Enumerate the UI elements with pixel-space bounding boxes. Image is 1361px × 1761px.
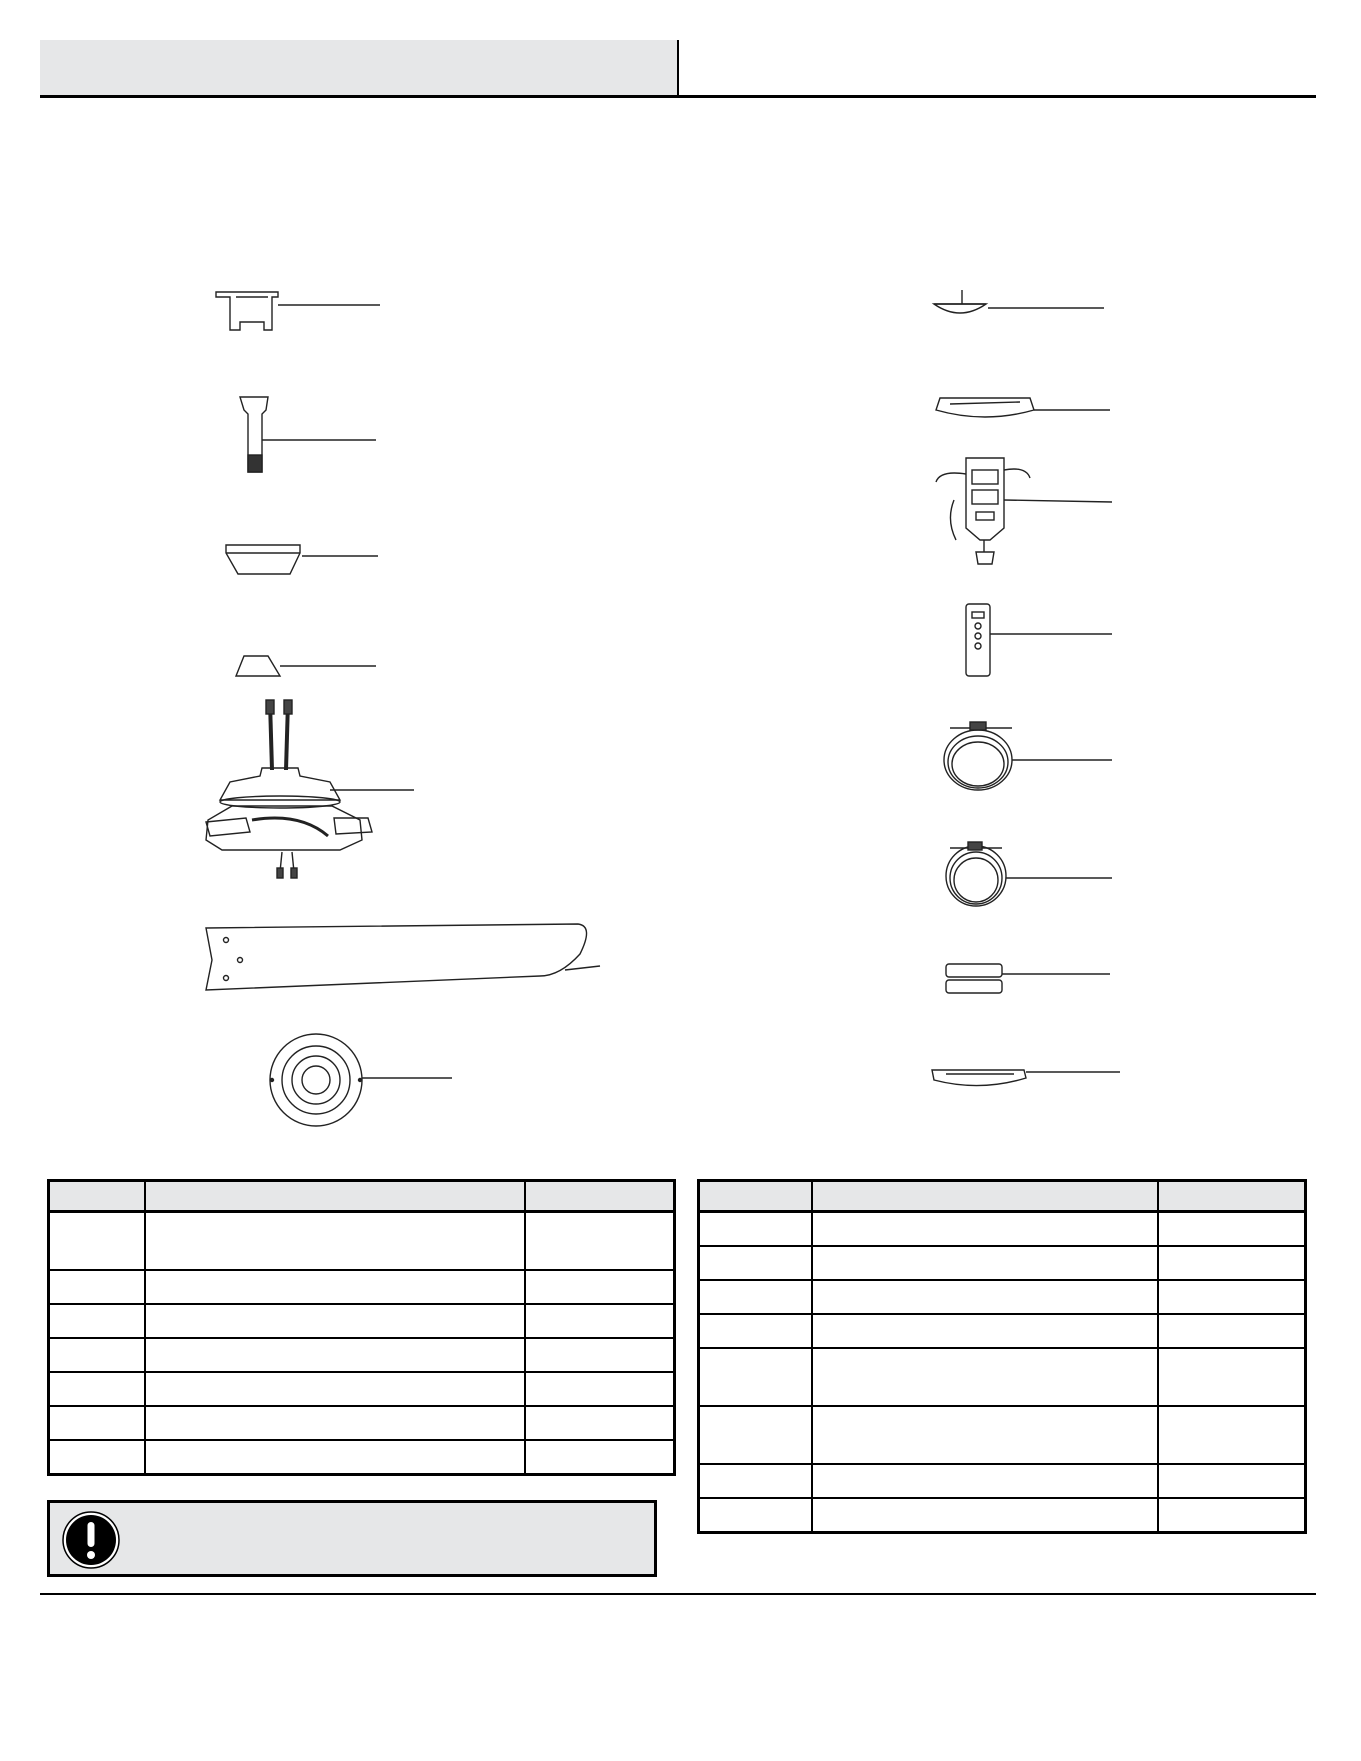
table-row	[699, 1246, 1306, 1280]
notice-box	[47, 1500, 657, 1577]
footer-rule	[40, 1593, 1316, 1595]
table-row	[49, 1440, 675, 1475]
header-part	[49, 1181, 146, 1212]
package-contents-illustrations	[0, 250, 1361, 1150]
table-row	[699, 1464, 1306, 1498]
table-row	[699, 1498, 1306, 1533]
table-row	[49, 1212, 675, 1271]
remote-control-illustration	[966, 604, 1112, 676]
table-row	[699, 1314, 1306, 1348]
header-rule	[40, 95, 1316, 98]
exclamation-circle-icon	[62, 1511, 120, 1569]
receiver-illustration	[936, 458, 1112, 564]
mounting-bracket-illustration	[216, 292, 380, 330]
table-row	[699, 1406, 1306, 1464]
table-row	[699, 1280, 1306, 1314]
header-description	[145, 1181, 525, 1212]
table-row	[699, 1348, 1306, 1406]
glass-shade-illustration	[936, 398, 1110, 417]
table-row	[699, 1212, 1306, 1247]
wire-coil-illustration	[944, 722, 1112, 790]
table-row	[49, 1406, 675, 1440]
parts-table-right	[697, 1179, 1307, 1534]
light-kit-housing-illustration	[934, 290, 1104, 313]
header-description	[812, 1181, 1158, 1212]
table-header-row	[49, 1181, 675, 1212]
header-title-bar	[40, 40, 679, 95]
header-part	[699, 1181, 812, 1212]
wire-coil-short-illustration	[946, 842, 1112, 906]
table-row	[49, 1372, 675, 1406]
batteries-illustration	[946, 964, 1110, 993]
fan-blade-illustration	[206, 924, 600, 990]
parts-table-left	[47, 1179, 676, 1476]
canopy-illustration	[226, 545, 378, 574]
coupling-cover-illustration	[236, 656, 376, 676]
light-kit-plate-illustration	[270, 1034, 452, 1126]
table-row	[49, 1270, 675, 1304]
table-row	[49, 1304, 675, 1338]
header-quantity	[1158, 1181, 1305, 1212]
motor-assembly-illustration	[206, 700, 414, 878]
downrod-illustration	[240, 397, 376, 472]
light-kit-plate-right-illustration	[932, 1070, 1120, 1086]
table-row	[49, 1338, 675, 1372]
header-quantity	[525, 1181, 674, 1212]
table-header-row	[699, 1181, 1306, 1212]
